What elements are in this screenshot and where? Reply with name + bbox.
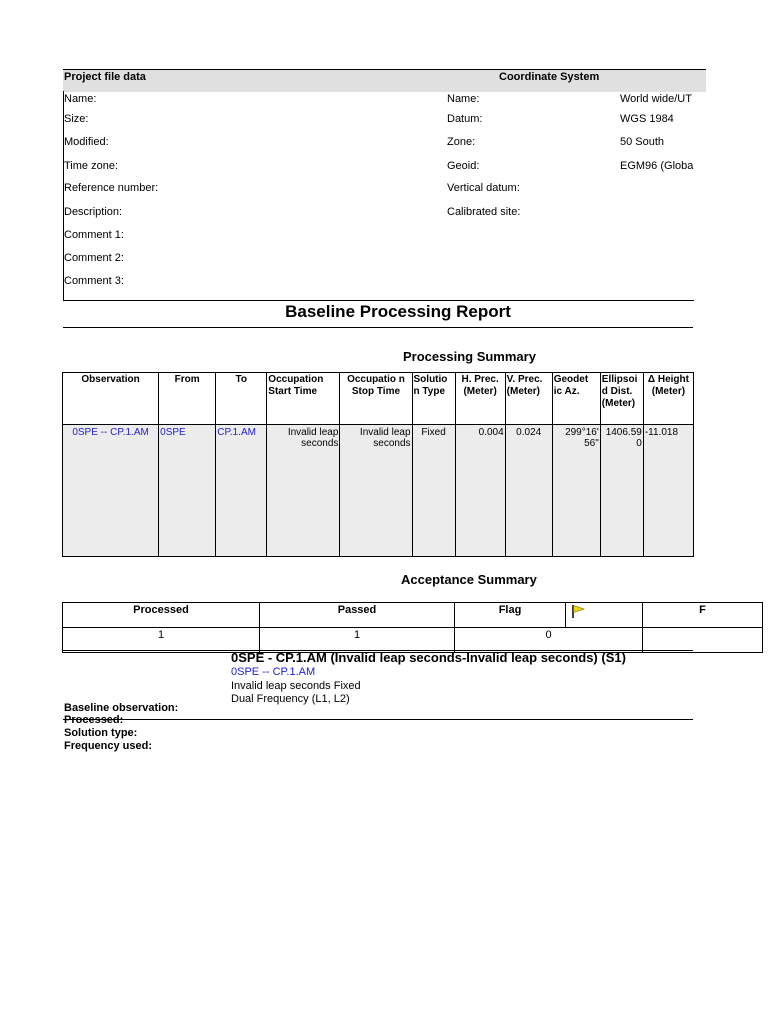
report-title: Baseline Processing Report <box>285 302 511 321</box>
col-v-prec: V. Prec. (Meter) <box>505 373 552 425</box>
col-delta-height: Δ Height (Meter) <box>643 373 693 425</box>
to-link[interactable]: CP.1.AM <box>216 425 267 557</box>
project-info-box <box>63 91 694 301</box>
col-ellipsoid-dist: Ellipsoi d Dist. (Meter) <box>600 373 643 425</box>
field-comment-1: Comment 1: <box>64 229 124 241</box>
baseline-observation-link[interactable]: 0SPE -- CP.1.AM <box>231 666 316 678</box>
table-header-row <box>63 373 694 425</box>
passed-value: 1 <box>260 628 455 653</box>
col-stop-time: Occupatio n Stop Time <box>340 373 412 425</box>
processed-value: 1 <box>63 628 260 653</box>
from-link[interactable]: 0SPE <box>159 425 216 557</box>
acceptance-table-clip <box>62 602 706 650</box>
cs-datum-label: Datum: <box>447 113 483 125</box>
cs-geoid-label: Geoid: <box>447 160 480 172</box>
field-modified: Modified: <box>64 136 109 148</box>
field-size: Size: <box>64 113 89 125</box>
h-prec-cell: 0.004 <box>455 425 505 557</box>
stop-time-cell: Invalid leap seconds <box>340 425 412 557</box>
table-row <box>63 425 694 557</box>
label-solution-type: Solution type: <box>64 727 138 739</box>
col-start-time: Occupation Start Time <box>267 373 340 425</box>
field-name: Name: <box>64 93 97 105</box>
field-comment-3: Comment 3: <box>64 275 124 287</box>
field-time-zone: Time zone: <box>64 160 119 172</box>
v-prec-cell: 0.024 <box>505 425 552 557</box>
baseline-processed-value: Invalid leap seconds Fixed <box>231 680 361 692</box>
label-frequency-used: Frequency used: <box>64 740 153 752</box>
observation-link[interactable]: 0SPE -- CP.1.AM <box>63 425 159 557</box>
detail-bottom-rule <box>63 719 693 720</box>
acceptance-summary-table <box>62 602 763 653</box>
passed-header: Passed <box>260 603 455 628</box>
processed-header: Processed <box>63 603 260 628</box>
cs-vertical-datum-label: Vertical datum: <box>447 182 520 194</box>
ellipsoid-dist-cell: 1406.59 0 <box>600 425 643 557</box>
cs-zone-value: 50 South <box>620 136 665 148</box>
project-header-bar <box>63 69 706 92</box>
project-file-data-heading: Project file data <box>64 71 146 83</box>
solution-type-cell: Fixed <box>412 425 455 557</box>
flag-icon <box>571 604 585 618</box>
processing-summary-title: Processing Summary <box>403 349 536 364</box>
col-h-prec: H. Prec. (Meter) <box>455 373 505 425</box>
flag-header: Flag <box>455 603 566 628</box>
col-to: To <box>216 373 267 425</box>
cs-name-label: Name: <box>447 93 480 105</box>
fail-value <box>643 628 763 653</box>
field-reference-number: Reference number: <box>64 182 159 194</box>
flag-value: 0 <box>455 628 643 653</box>
acceptance-values-row <box>63 628 763 653</box>
start-time-cell: Invalid leap seconds <box>267 425 340 557</box>
col-geodetic-az: Geodet ic Az. <box>552 373 600 425</box>
flag-icon-cell <box>566 603 643 628</box>
label-processed: Processed: <box>64 714 124 726</box>
cs-zone-label: Zone: <box>447 136 476 148</box>
processing-summary-table <box>62 372 694 557</box>
baseline-detail-title: 0SPE - CP.1.AM (Invalid leap seconds-Invalid leap seconds) (S1) <box>231 650 626 665</box>
delta-height-cell: -11.018 <box>643 425 693 557</box>
col-solution-type: Solutio n Type <box>412 373 455 425</box>
label-baseline-observation: Baseline observation: <box>64 702 179 714</box>
acceptance-summary-title: Acceptance Summary <box>401 572 537 587</box>
cs-name-value: World wide/UT <box>620 93 692 105</box>
fail-header: F <box>643 603 763 628</box>
coordinate-system-heading: Coordinate System <box>499 71 600 83</box>
cs-geoid-value: EGM96 (Globa <box>620 160 694 172</box>
cs-calibrated-site-label: Calibrated site: <box>447 206 521 218</box>
geodetic-az-cell: 299°16' 56" <box>552 425 600 557</box>
col-from: From <box>159 373 216 425</box>
field-comment-2: Comment 2: <box>64 252 124 264</box>
cs-datum-value: WGS 1984 <box>620 113 674 125</box>
acceptance-header-row <box>63 603 763 628</box>
col-observation: Observation <box>63 373 159 425</box>
title-rule <box>63 327 693 328</box>
field-description: Description: <box>64 206 123 218</box>
baseline-frequency-value: Dual Frequency (L1, L2) <box>231 693 350 705</box>
